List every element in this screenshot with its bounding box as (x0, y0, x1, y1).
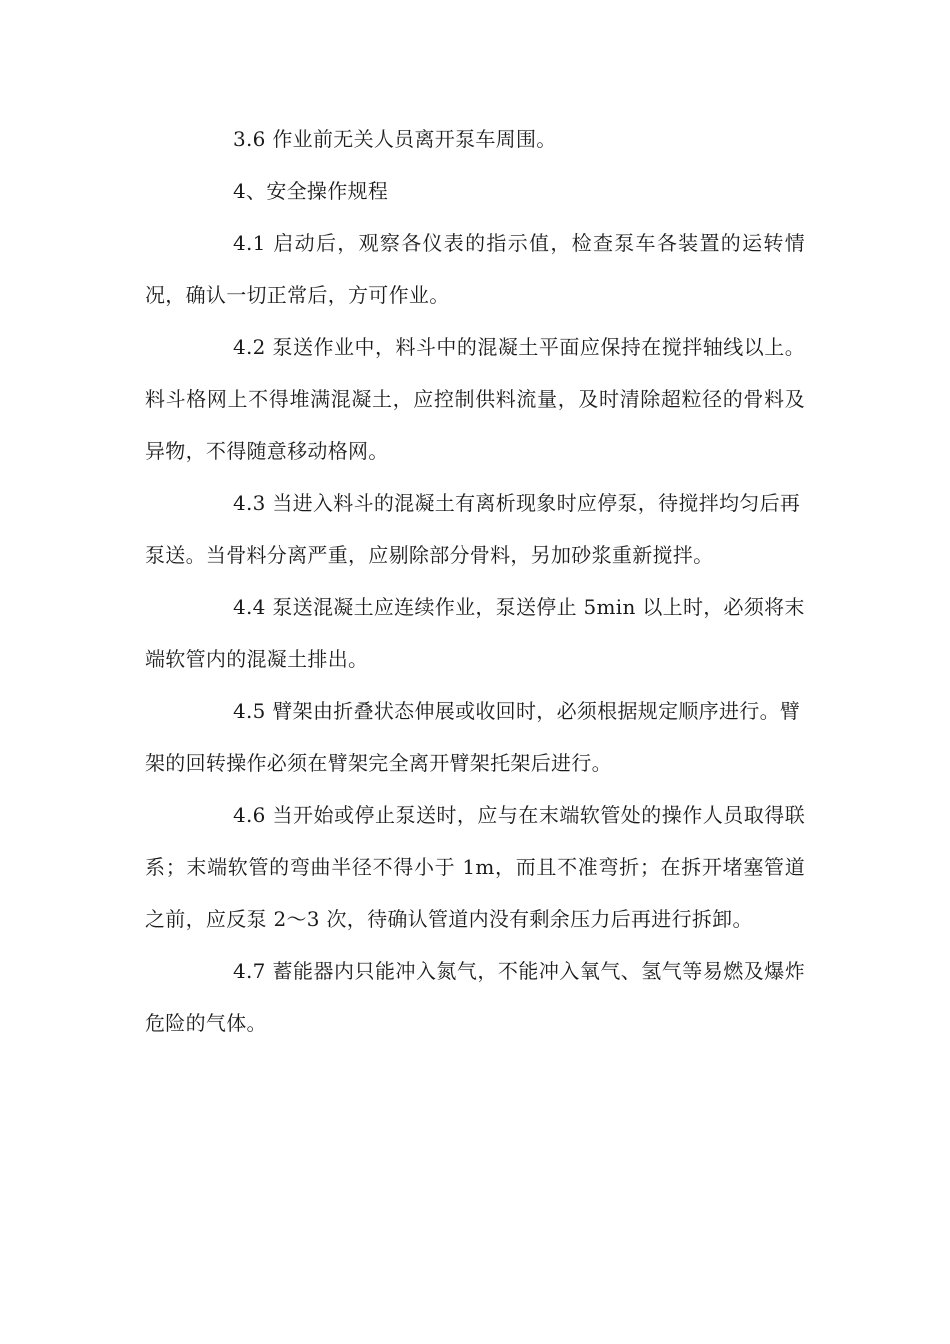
paragraph-4-2: 4.2 泵送作业中，料斗中的混凝土平面应保持在搅拌轴线以上。料斗格网上不得堆满混凝土，应控制供料流量，及时清除超粒径的骨料及异物，不得随意移动格网。 (145, 335, 805, 463)
paragraph-4-3: 4.3 当进入料斗的混凝土有离析现象时应停泵，待搅拌均匀后再泵送。当骨料分离严重，应剔除部分骨料，另加砂浆重新搅拌。 (145, 491, 801, 567)
paragraph-4-5: 4.5 臂架由折叠状态伸展或收回时，必须根据规定顺序进行。臂架的回转操作必须在臂架完全离开臂架托架后进行。 (145, 699, 801, 775)
section-heading-4: 4、安全操作规程 (233, 179, 389, 203)
paragraph-4-6: 4.6 当开始或停止泵送时，应与在末端软管处的操作人员取得联系；末端软管的弯曲半径不得小于 1m，而且不准弯折；在拆开堵塞管道之前，应反泵 2～3 次，待确认管道内没有剩余压力后再进行拆卸。 (145, 803, 805, 931)
paragraph-4-1: 4.1 启动后，观察各仪表的指示值，检查泵车各装置的运转情况，确认一切正常后，方可作业。 (145, 231, 805, 307)
paragraph-4-4: 4.4 泵送混凝土应连续作业，泵送停止 5min 以上时，必须将末端软管内的混凝土排出。 (145, 595, 805, 671)
document-body (145, 113, 805, 1049)
paragraph-4-7: 4.7 蓄能器内只能冲入氮气，不能冲入氧气、氢气等易燃及爆炸危险的气体。 (145, 959, 805, 1035)
paragraph-3-6: 3.6 作业前无关人员离开泵车周围。 (233, 127, 557, 151)
